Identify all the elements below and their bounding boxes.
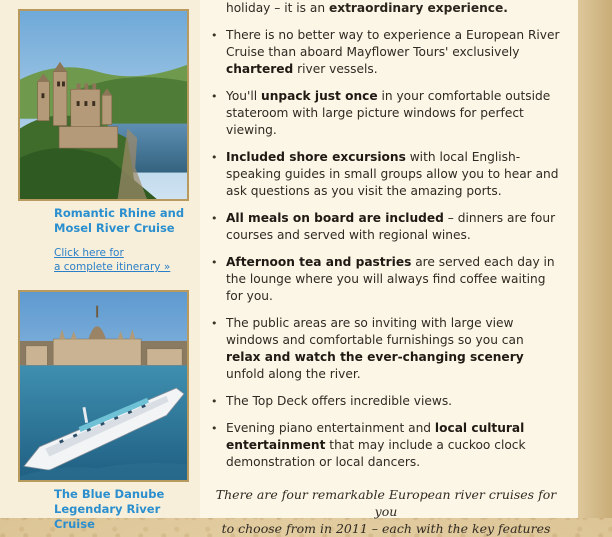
rhine-cruise-title-line1: Romantic Rhine and (54, 206, 185, 220)
feature-highlight: Included shore excursions (226, 150, 406, 164)
feature-highlight: Afternoon tea and pastries (226, 255, 412, 269)
itinerary-link[interactable] (54, 246, 194, 274)
feature-text-end: with local English-speaking guides in small groups allow you to hear and ask questions as you visit the amazing ports. (226, 150, 559, 198)
intro-text-plain: holiday – it is an (226, 1, 329, 15)
feature-text-end: river vessels. (293, 62, 378, 76)
rhine-castle-photo[interactable] (18, 9, 189, 201)
intro-text-emphasis: extraordinary experience. (328, 1, 508, 15)
rhine-castle-illustration (20, 11, 187, 199)
rhine-cruise-title-line2: Mosel River Cruise (54, 221, 175, 235)
intro-text (226, 0, 566, 17)
parchment-border (578, 0, 612, 518)
feature-highlight: All meals on board are included (226, 211, 444, 225)
feature-text-end: in your comfortable outside stateroom with large picture windows for perfect viewing. (226, 89, 551, 137)
feature-item (226, 88, 562, 139)
feature-text-end: that may include a cuckoo clock demonstration or local dancers. (226, 438, 526, 469)
cruise-tagline (206, 486, 566, 537)
itinerary-link-line1: Click here for (54, 247, 124, 259)
feature-text: The Top Deck offers incredible views. (226, 394, 453, 408)
rhine-cruise-title[interactable] (54, 206, 194, 236)
feature-highlight: relax and watch the ever-changing scenery (226, 350, 524, 364)
feature-highlight: unpack just once (261, 89, 378, 103)
feature-text-end: unfold along the river. (226, 367, 361, 381)
feature-text: There is no better way to experience a European River Cruise than aboard Mayflower Tours' exclusively (226, 28, 560, 59)
feature-text: Evening piano entertainment and (226, 421, 435, 435)
cruise-tagline-line1: There are four remarkable European river cruises for you (215, 487, 557, 519)
feature-text-end: are served each day in the lounge where you will always find coffee waiting for you. (226, 255, 555, 303)
danube-cruise-title-line1: The Blue Danube (54, 487, 165, 501)
danube-ship-illustration (20, 292, 187, 480)
danube-cruise-ship-photo[interactable] (18, 290, 189, 482)
cruise-tagline-line2: to choose from in 2011 – each with the key features (221, 521, 551, 536)
feature-item (226, 393, 562, 410)
feature-item (226, 210, 562, 244)
danube-cruise-title[interactable] (54, 487, 194, 532)
feature-item (226, 420, 562, 471)
feature-text: You'll (226, 89, 262, 103)
feature-item (226, 315, 562, 383)
feature-text: The public areas are so inviting with large view windows and comfortable furnishings so you can (226, 316, 524, 347)
feature-text-end: – dinners are four courses and served with regional wines. (226, 211, 556, 242)
danube-cruise-title-line2: Legendary River Cruise (54, 502, 161, 531)
feature-highlight: chartered (226, 62, 294, 76)
itinerary-link-line2: a complete itinerary » (54, 261, 171, 273)
feature-item (226, 27, 562, 78)
feature-item (226, 149, 562, 200)
feature-item (226, 254, 562, 305)
feature-highlight: local cultural entertainment (226, 421, 525, 452)
